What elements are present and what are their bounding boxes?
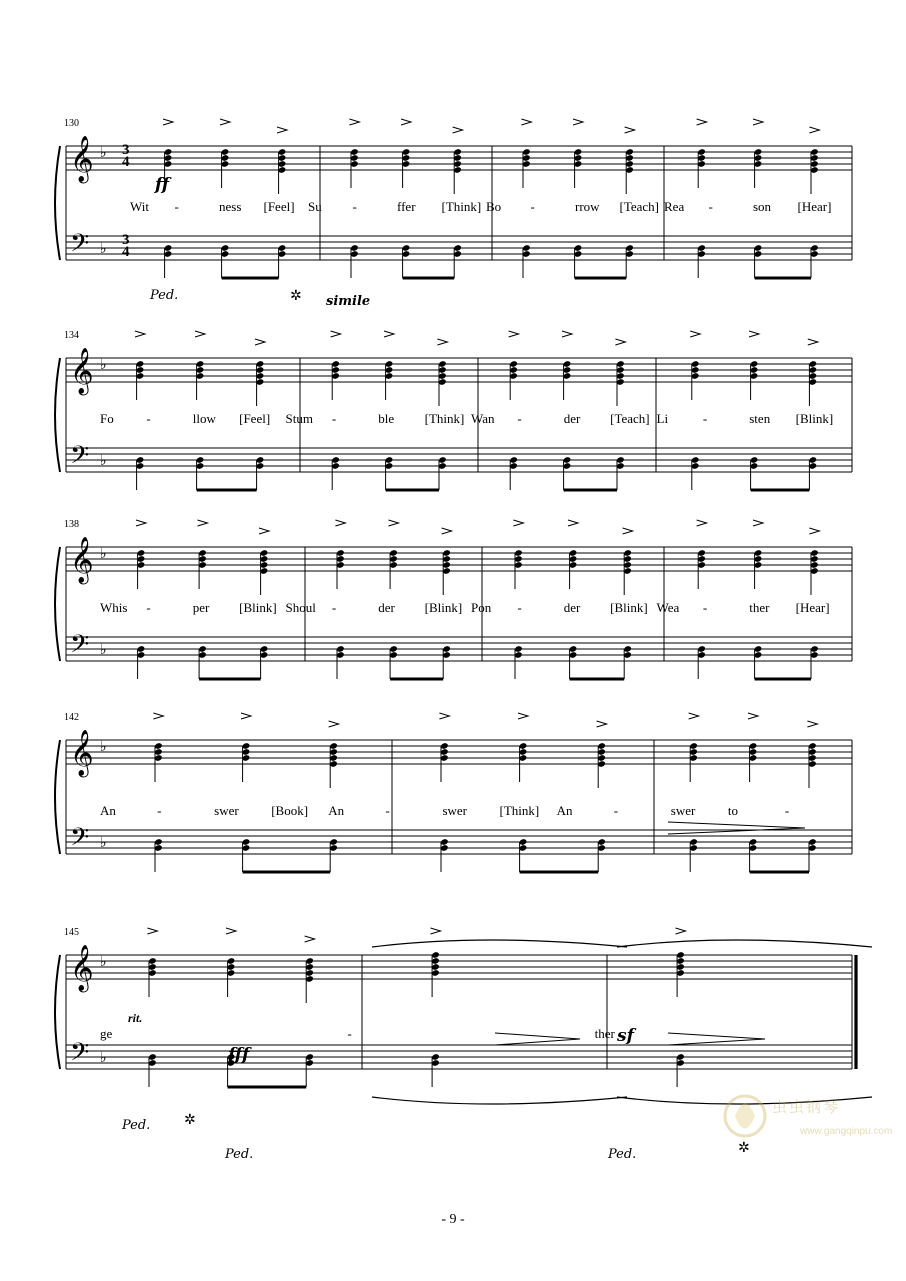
lyric-hyphen: - (157, 803, 162, 818)
lyric-syllable: Li (656, 411, 669, 426)
accent-mark (573, 119, 583, 125)
watermark-url: www.gangqinpu.com (800, 1126, 893, 1137)
accent-mark (623, 528, 633, 534)
lyric-syllable: son (753, 199, 772, 214)
bass-clef-icon: 𝄢 (70, 229, 90, 264)
accent-mark (753, 119, 763, 125)
pedal-mark: Ped. (225, 1147, 254, 1162)
lyric-hyphen: - (347, 1026, 352, 1041)
lyric-syllable: to (727, 803, 738, 818)
pedal-release-mark: ✲ (184, 1113, 196, 1128)
lyric-hyphen: - (331, 600, 337, 615)
lyric-syllable: Stum (285, 411, 313, 426)
lyric-syllable: [Book] (271, 803, 309, 818)
accent-mark (439, 713, 449, 719)
measure-number: 130 (64, 118, 79, 129)
lyric-hyphen: - (385, 803, 390, 818)
accent-mark (807, 721, 817, 727)
key-signature-flat-icon: ♭ (100, 835, 107, 851)
lyric-syllable: der (563, 600, 581, 615)
accent-mark (749, 331, 759, 337)
accent-mark (753, 520, 763, 526)
accent-mark (689, 713, 699, 719)
key-signature-flat-icon: ♭ (100, 357, 107, 373)
accent-mark (509, 331, 519, 337)
accent-mark (562, 331, 572, 337)
lyric-syllable: [Feel] (239, 411, 271, 426)
decrescendo-hairpin (495, 1033, 580, 1045)
lyric-hyphen: - (708, 199, 713, 214)
accent-mark (401, 119, 411, 125)
lyric-syllable: Wan (471, 411, 495, 426)
key-signature-flat-icon: ♭ (100, 1050, 107, 1066)
accent-mark (808, 339, 818, 345)
measure-number: 138 (64, 519, 79, 530)
pedal-mark: Ped. (122, 1118, 151, 1133)
treble-clef-icon: 𝄞 (70, 348, 94, 394)
lyric-hyphen: - (702, 600, 708, 615)
lyric-hyphen: - (517, 411, 522, 426)
accent-mark (220, 119, 230, 125)
lyric-syllable: [Teach] (610, 411, 650, 426)
lyric-syllable: swer (214, 803, 239, 818)
tempo-marking: rit. (128, 1011, 143, 1025)
lyric-hyphen: - (146, 411, 151, 426)
tie-arc (617, 940, 872, 947)
lyric-syllable: [Blink] (239, 600, 277, 615)
lyric-syllable: ge (100, 1026, 113, 1041)
lyric-syllable: der (563, 411, 581, 426)
accent-mark (255, 339, 265, 345)
pedal-mark: Ped. (608, 1147, 637, 1162)
bass-clef-icon: 𝄢 (70, 1038, 90, 1073)
lyric-syllable: ffer (397, 199, 416, 214)
accent-mark (748, 713, 758, 719)
lyric-syllable: swer (442, 803, 467, 818)
lyric-hyphen: - (702, 411, 708, 426)
accent-mark (676, 928, 686, 934)
time-signature-bottom: 4 (122, 154, 130, 170)
accent-mark (153, 713, 163, 719)
key-signature-flat-icon: ♭ (100, 145, 107, 161)
key-signature-flat-icon: ♭ (100, 739, 107, 755)
lyric-hyphen: - (146, 600, 151, 615)
accent-mark (453, 127, 463, 133)
accent-mark (697, 119, 707, 125)
tie-arc (372, 1097, 627, 1104)
accent-mark (241, 713, 251, 719)
key-signature-flat-icon: ♭ (100, 453, 107, 469)
accent-mark (809, 127, 819, 133)
lyric-syllable: per (192, 600, 210, 615)
grand-staff-brace (55, 358, 60, 472)
lyric-syllable: [Blink] (424, 600, 463, 615)
accent-mark (198, 520, 208, 526)
accent-mark (568, 520, 578, 526)
accent-mark (226, 928, 236, 934)
lyric-syllable: [Hear] (795, 600, 830, 615)
key-signature-flat-icon: ♭ (100, 241, 107, 257)
accent-mark (135, 331, 145, 337)
lyric-syllable: [Blink] (795, 411, 834, 426)
watermark-logo-icon (720, 1086, 770, 1156)
dynamic-fff: fff (228, 1045, 250, 1065)
decrescendo-hairpin (668, 822, 805, 834)
lyric-syllable: rrow (575, 199, 600, 214)
key-signature-flat-icon: ♭ (100, 546, 107, 562)
lyric-syllable: Wit (130, 199, 149, 214)
lyric-syllable: Rea (664, 199, 685, 214)
lyric-hyphen: - (613, 803, 619, 818)
accent-mark (809, 528, 819, 534)
accent-mark (147, 928, 157, 934)
lyric-syllable: Wea (656, 600, 680, 615)
simile-marking: simile (326, 294, 371, 309)
lyric-syllable: An (556, 803, 573, 818)
accent-mark (136, 520, 146, 526)
lyric-syllable: An (328, 803, 345, 818)
lyric-syllable: Shoul (285, 600, 316, 615)
lyric-syllable: ness (219, 199, 242, 214)
grand-staff-brace (55, 547, 60, 661)
lyric-syllable: swer (670, 803, 696, 818)
grand-staff-brace (55, 146, 60, 260)
dynamic-ff: ff (155, 175, 170, 195)
lyric-syllable: Whis (100, 600, 128, 615)
lyric-syllable: [Feel] (263, 199, 295, 214)
accent-mark (329, 721, 339, 727)
lyric-hyphen: - (352, 199, 357, 214)
treble-clef-icon: 𝄞 (70, 537, 94, 583)
lyric-hyphen: - (174, 199, 179, 214)
accent-mark (442, 528, 452, 534)
accent-mark (195, 331, 205, 337)
lyric-syllable: Su (308, 199, 322, 214)
accent-mark (384, 331, 394, 337)
accent-mark (389, 520, 399, 526)
dynamic-sf: sf (617, 1026, 634, 1046)
time-signature-top: 3 (122, 232, 130, 248)
lyric-syllable: llow (192, 411, 216, 426)
lyric-syllable: [Think] (441, 199, 482, 214)
lyric-hyphen: - (517, 600, 522, 615)
time-signature-bottom: 4 (122, 244, 130, 260)
lyric-syllable: An (100, 803, 116, 818)
measure-number: 145 (64, 927, 79, 938)
decrescendo-hairpin (668, 1033, 765, 1045)
accent-mark (335, 520, 345, 526)
watermark (720, 1086, 900, 1156)
grand-staff-brace (55, 955, 60, 1069)
key-signature-flat-icon: ♭ (100, 642, 107, 658)
accent-mark (349, 119, 359, 125)
measure-number: 142 (64, 712, 79, 723)
lyric-hyphen: - (784, 803, 790, 818)
accent-mark (597, 721, 607, 727)
key-signature-flat-icon: ♭ (100, 954, 107, 970)
grand-staff-brace (55, 740, 60, 854)
pedal-release-mark: ✲ (738, 1141, 750, 1156)
bass-clef-icon: 𝄢 (70, 823, 90, 858)
accent-mark (331, 331, 341, 337)
lyric-syllable: [Blink] (610, 600, 648, 615)
lyric-hyphen: - (331, 411, 337, 426)
lyric-syllable: Fo (100, 411, 114, 426)
lyric-syllable: ble (378, 411, 395, 426)
lyric-syllable: der (378, 600, 395, 615)
bass-clef-icon: 𝄢 (70, 630, 90, 665)
accent-mark (277, 127, 287, 133)
time-signature-top: 3 (122, 142, 130, 158)
accent-mark (697, 520, 707, 526)
accent-mark (521, 119, 531, 125)
treble-clef-icon: 𝄞 (70, 730, 94, 776)
watermark-logo-text: 虫虫钢琴 (772, 1098, 841, 1116)
bass-clef-icon: 𝄢 (70, 441, 90, 476)
pedal-release-mark: ✲ (290, 289, 302, 304)
accent-mark (305, 936, 315, 942)
page-number: - 9 - (441, 1212, 465, 1227)
accent-mark (437, 339, 447, 345)
lyric-syllable: sten (749, 411, 771, 426)
lyric-hyphen: - (530, 199, 535, 214)
accent-mark (163, 119, 173, 125)
accent-mark (690, 331, 700, 337)
lyric-syllable: [Think] (499, 803, 540, 818)
lyric-syllable: [Think] (424, 411, 465, 426)
accent-mark (625, 127, 635, 133)
lyric-syllable: [Teach] (619, 199, 660, 214)
treble-clef-icon: 𝄞 (70, 945, 94, 991)
lyric-syllable: ther (594, 1026, 615, 1041)
tie-arc (372, 940, 627, 947)
accent-mark (431, 928, 441, 934)
lyric-syllable: ther (749, 600, 770, 615)
accent-mark (615, 339, 625, 345)
measure-number: 134 (64, 330, 79, 341)
lyric-syllable: Bo (486, 199, 502, 214)
accent-mark (513, 520, 523, 526)
treble-clef-icon: 𝄞 (70, 136, 94, 182)
lyric-syllable: [Hear] (797, 199, 832, 214)
accent-mark (259, 528, 269, 534)
pedal-mark: Ped. (150, 288, 179, 303)
lyric-syllable: Pon (471, 600, 492, 615)
accent-mark (518, 713, 528, 719)
